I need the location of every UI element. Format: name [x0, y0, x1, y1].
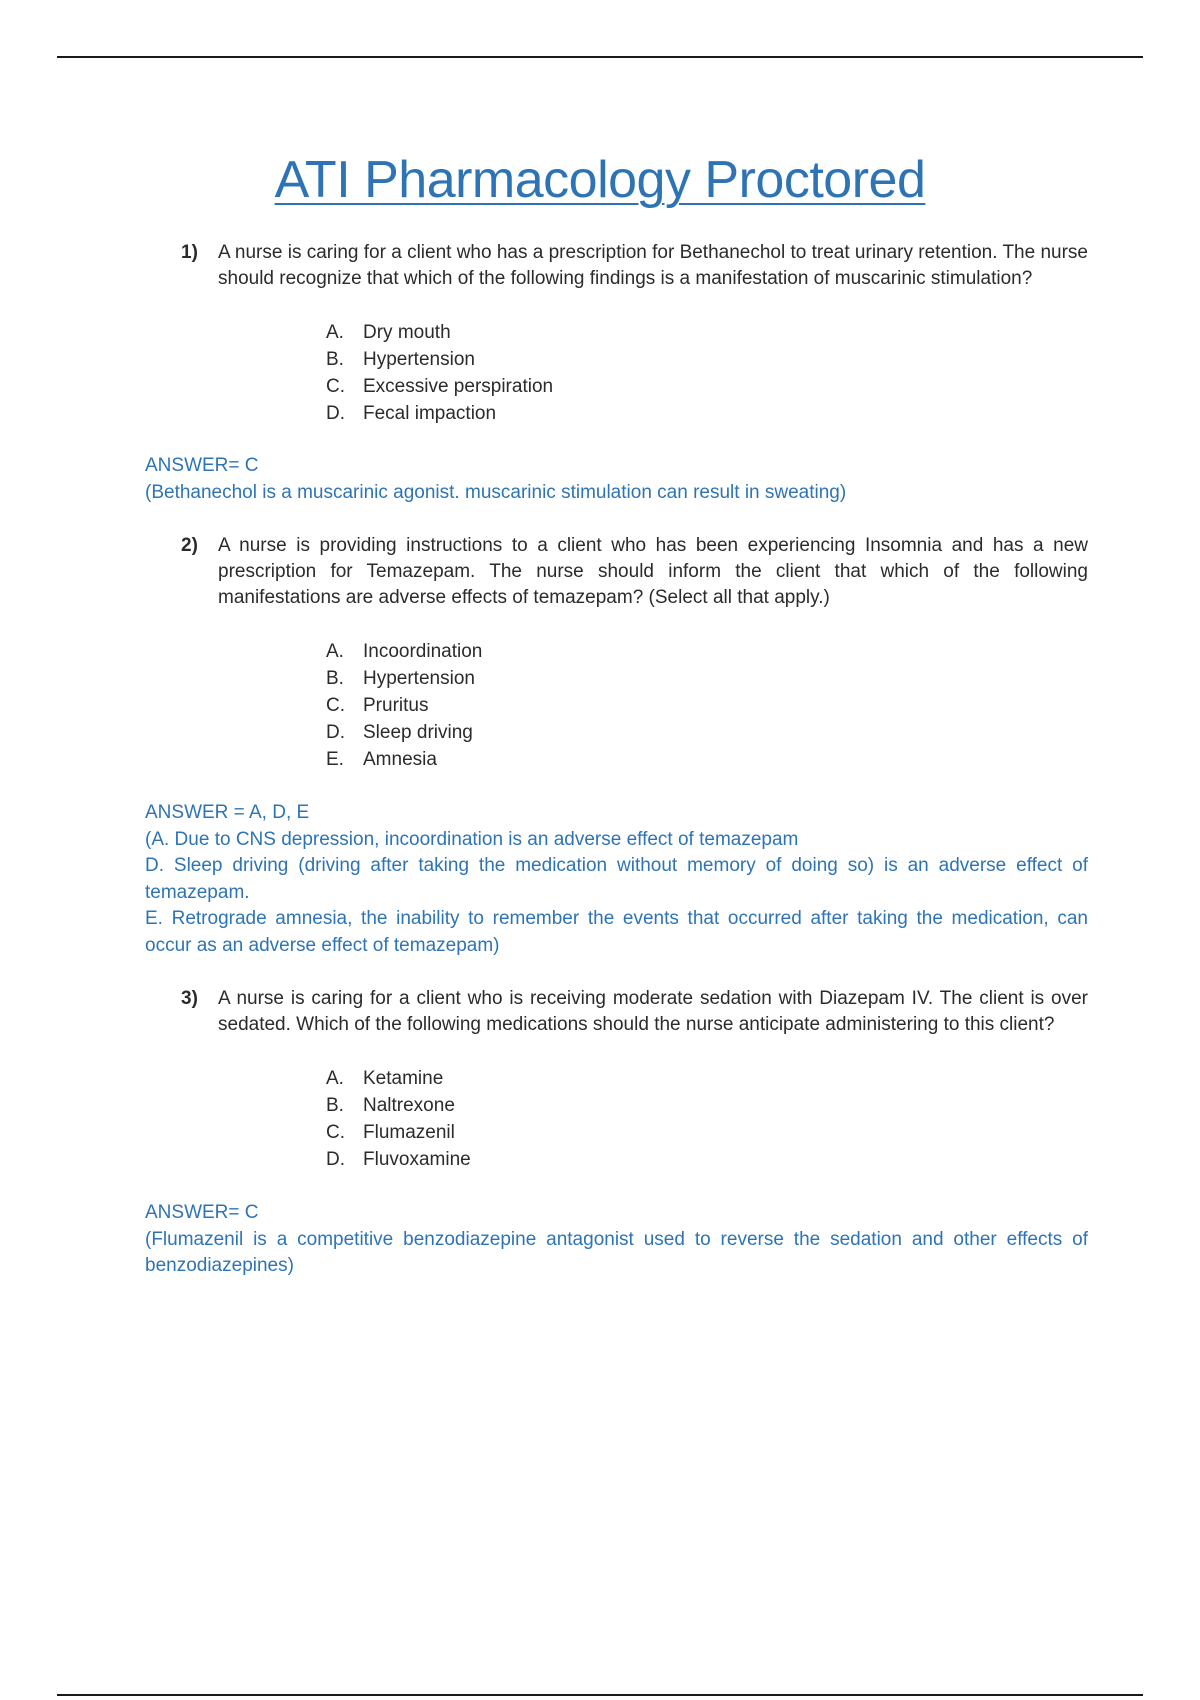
option-item [326, 1146, 1088, 1173]
option-text: Flumazenil [363, 1122, 455, 1143]
answer-label: ANSWER = A, D, E [145, 802, 310, 823]
option-text: Naltrexone [363, 1095, 455, 1116]
question-3 [145, 986, 1088, 1173]
answer-explanation: E. Retrograde amnesia, the inability to remember the events that occurred after taking the medication, can occur as an adverse effect of temazepam) [145, 908, 1088, 956]
option-letter: C. [326, 376, 345, 397]
page-title [0, 150, 1200, 210]
option-text: Hypertension [363, 668, 475, 689]
options-list [218, 1065, 1088, 1173]
option-item [326, 746, 1088, 773]
option-letter: A. [326, 641, 344, 662]
answer-explanation: (A. Due to CNS depression, incoordination is an adverse effect of temazepam [145, 828, 799, 850]
option-text: Incoordination [363, 641, 483, 662]
question-2 [145, 533, 1088, 773]
option-item [326, 1092, 1088, 1119]
answer-explanation: (Flumazenil is a competitive benzodiazepine antagonist used to reverse the sedation and other effects of benzodiazepines) [145, 1228, 1088, 1276]
option-text: Fluvoxamine [363, 1149, 471, 1170]
option-text: Pruritus [363, 695, 429, 716]
option-item [326, 638, 1088, 665]
options-list [218, 319, 1088, 427]
option-letter: D. [326, 722, 345, 743]
document-body [145, 240, 1088, 1280]
option-text: Hypertension [363, 349, 475, 370]
option-item [326, 319, 1088, 346]
option-letter: E. [326, 749, 344, 770]
option-letter: B. [326, 349, 344, 370]
answer-3 [145, 1200, 1088, 1280]
question-number: 1) [181, 242, 198, 263]
question-text: A nurse is providing instructions to a client who has been experiencing Insomnia and has a new prescription for Temazepam. The nurse should inform the client that which of the following manifestations are adverse effects of temazepam? (Select all that apply.) [218, 535, 1088, 608]
answer-label: ANSWER= C [145, 1202, 259, 1223]
option-letter: C. [326, 1122, 345, 1143]
option-text: Sleep driving [363, 722, 473, 743]
answer-explanation: D. Sleep driving (driving after taking the medication without memory of doing so) is an adverse effect of temazepam. [145, 855, 1088, 903]
option-item [326, 692, 1088, 719]
question-text: A nurse is caring for a client who is receiving moderate sedation with Diazepam IV. The client is over sedated. Which of the following medications should the nurse anticipate administering to this client? [218, 988, 1088, 1035]
option-item [326, 373, 1088, 400]
question-number: 3) [181, 988, 198, 1009]
option-letter: B. [326, 668, 344, 689]
option-text: Excessive perspiration [363, 376, 554, 397]
option-text: Fecal impaction [363, 403, 497, 424]
option-item [326, 719, 1088, 746]
option-item [326, 400, 1088, 427]
bottom-rule [57, 1694, 1143, 1696]
question-1 [145, 240, 1088, 427]
option-letter: A. [326, 322, 344, 343]
option-letter: D. [326, 1149, 345, 1170]
option-letter: D. [326, 403, 345, 424]
question-text: A nurse is caring for a client who has a prescription for Bethanechol to treat urinary retention. The nurse should recognize that which of the following findings is a manifestation of muscarinic stimulation? [218, 242, 1088, 289]
question-number: 2) [181, 535, 198, 556]
option-item [326, 665, 1088, 692]
answer-label: ANSWER= C [145, 455, 259, 476]
answer-2 [145, 800, 1088, 959]
option-letter: C. [326, 695, 345, 716]
option-item [326, 346, 1088, 373]
answer-explanation: (Bethanechol is a muscarinic agonist. muscarinic stimulation can result in sweating) [145, 481, 847, 503]
option-item [326, 1065, 1088, 1092]
option-letter: A. [326, 1068, 344, 1089]
options-list [218, 638, 1088, 773]
page-title-text: ATI Pharmacology Proctored [274, 151, 926, 209]
answer-1 [145, 453, 1088, 506]
option-text: Dry mouth [363, 322, 451, 343]
option-item [326, 1119, 1088, 1146]
option-text: Amnesia [363, 749, 437, 770]
option-text: Ketamine [363, 1068, 444, 1089]
option-letter: B. [326, 1095, 344, 1116]
top-rule [57, 56, 1143, 58]
